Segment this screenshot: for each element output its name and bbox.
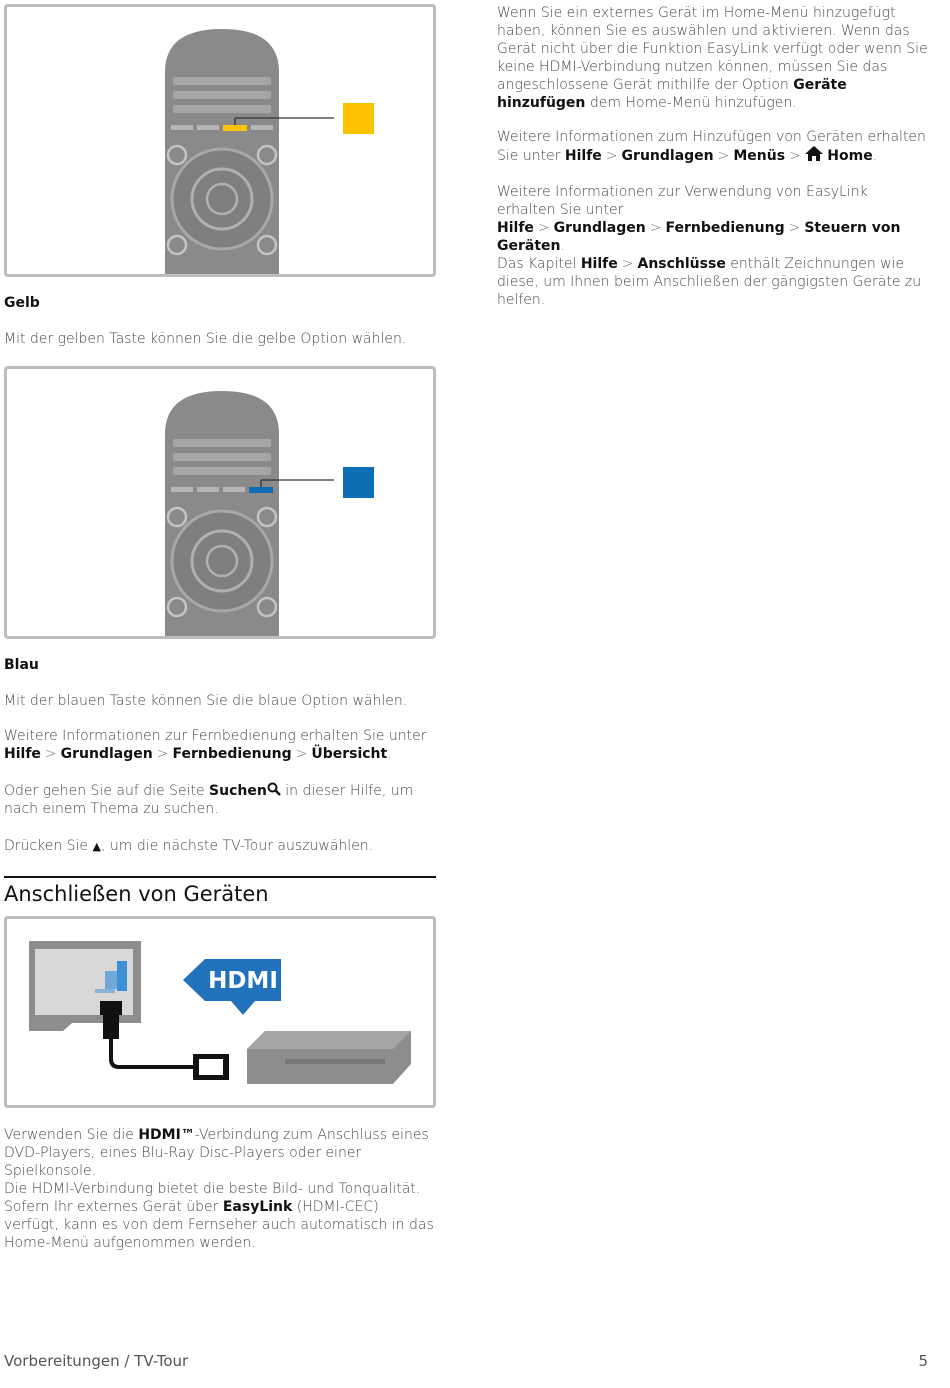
link-hilfe[interactable]: Hilfe [564, 148, 602, 164]
search-tail: in dieser Hilfe, um nach einem Thema zu suchen. [4, 783, 414, 817]
yellow-key [223, 125, 247, 131]
remote-blue-svg [7, 369, 436, 639]
hdmi-tm: HDMI™ [138, 1127, 195, 1143]
section-heading: Anschließen von Geräten [4, 876, 436, 907]
yellow-color-swatch [343, 103, 374, 134]
link-anschluesse[interactable]: Anschlüsse [637, 256, 726, 272]
right-paragraph-2: Weitere Informationen zum Hinzufügen von Geräten erhalten Sie unter Hilfe > Grundlagen > Menüs > Home. [497, 129, 926, 164]
blue-key [251, 125, 273, 130]
right-paragraph-4: Das Kapitel Hilfe > Anschlüsse enthält Zeichnungen wie diese, um Ihnen beim Anschließen der gängigsten Geräte zu helfen. [497, 256, 922, 308]
press-prefix: Drücken Sie [4, 838, 89, 854]
hdmi-label: HDMI [208, 968, 278, 994]
hdmi-paragraph-1 [4, 1126, 436, 1180]
right-p1-text: Wenn Sie ein externes Gerät im Home-Menü hinzugefügt haben, können Sie es auswählen und aktivieren. Wenn das Gerät nicht über die Funktion EasyLink verfügt oder wenn Sie keine HDMI-Verbindung nutzen können, müssen Sie das angeschlossene Gerät mithilfe der Option [497, 5, 928, 93]
right-paragraph-3: Weitere Informationen zur Verwendung von EasyLink erhalten Sie unter Hilfe > Grundlagen > Fernbedienung > Steuern von Geräten. [497, 184, 901, 254]
link-hilfe[interactable]: Hilfe [580, 256, 618, 272]
right-p4-tail: enthält Zeichnungen wie diese, um Ihnen beim Anschließen der gängigsten Geräte zu helfen. [497, 256, 922, 308]
hdmi-p1-tail: -Verbindung zum Anschluss eines DVD-Players, eines Blu-Ray Disc-Players oder einer Spielkonsole. [4, 1127, 429, 1179]
home-icon [805, 146, 823, 161]
link-grundlagen[interactable]: Grundlagen [60, 746, 153, 762]
search-paragraph [4, 782, 436, 818]
press-paragraph [4, 837, 436, 856]
link-fernbedienung[interactable]: Fernbedienung [665, 220, 785, 236]
blue-key [249, 487, 273, 493]
search-icon [267, 782, 281, 796]
red-key [171, 125, 193, 130]
link-hilfe[interactable]: Hilfe [497, 220, 534, 236]
press-tail: , um die nächste TV-Tour auszuwählen. [100, 838, 374, 854]
remote-yellow-svg [7, 7, 436, 277]
hdmi-illustration [4, 916, 436, 1108]
link-grundlagen[interactable]: Grundlagen [621, 148, 714, 164]
hdmi-paragraph-2 [4, 1180, 436, 1252]
gelb-text: Mit der gelben Taste können Sie die gelbe Option wählen. [4, 331, 407, 347]
link-grundlagen[interactable]: Grundlagen [553, 220, 646, 236]
link-hilfe[interactable]: Hilfe [4, 746, 41, 762]
link-menues[interactable]: Menüs [733, 148, 786, 164]
geraete-hinzufuegen[interactable]: Geräte hinzufügen [497, 77, 847, 111]
hdmi-svg [7, 919, 436, 1108]
link-fernbedienung[interactable]: Fernbedienung [172, 746, 292, 762]
hdmi-arrow-icon [183, 959, 205, 1001]
hdmi-p2-tail: (HDMI-CEC) verfügt, kann es von dem Fernseher auch automatisch in das Home-Menü aufgenommen werden. [4, 1199, 434, 1251]
right-p4-prefix: Das Kapitel [497, 256, 577, 272]
page-number: 5 [918, 1352, 928, 1370]
blau-text: Mit der blauen Taste können Sie die blaue Option wählen. [4, 693, 408, 709]
link-suchen[interactable]: Suchen [209, 783, 267, 799]
remote-blue-illustration [4, 366, 436, 639]
right-p2-prefix: Weitere Informationen zum Hinzufügen von Geräten erhalten Sie unter [497, 129, 926, 164]
gelb-title: Gelb [4, 295, 40, 311]
right-paragraph-1 [497, 4, 929, 112]
yellow-key [223, 487, 245, 492]
green-key [197, 487, 219, 492]
remote-info-paragraph: Weitere Informationen zur Fernbedienung erhalten Sie unter Hilfe > Grundlagen > Fernbedienung > Übersicht. [4, 728, 427, 762]
hdmi-p2-prefix: Die HDMI-Verbindung bietet die beste Bild- und Tonqualität. Sofern Ihr externes Gerät über [4, 1181, 421, 1215]
hdmi-p1-prefix: Verwenden Sie die [4, 1127, 134, 1143]
red-key [171, 487, 193, 492]
blue-color-swatch [343, 467, 374, 498]
up-arrow-icon: ▲ [92, 840, 101, 853]
search-prefix: Oder gehen Sie auf die Seite [4, 783, 205, 799]
footer-section: Vorbereitungen / TV-Tour [4, 1352, 189, 1370]
link-steuern-von-geraeten[interactable]: Steuern von Geräten [497, 220, 901, 254]
blau-title: Blau [4, 657, 39, 673]
green-key [197, 125, 219, 130]
right-p1-tail: dem Home-Menü hinzufügen. [589, 95, 797, 111]
easylink-bold: EasyLink [222, 1199, 293, 1215]
remote-info-prefix: Weitere Informationen zur Fernbedienung erhalten Sie unter [4, 728, 427, 744]
right-p3-prefix: Weitere Informationen zur Verwendung von EasyLink erhalten Sie unter [497, 184, 868, 218]
link-home[interactable]: Home [827, 148, 873, 164]
link-uebersicht[interactable]: Übersicht [311, 746, 388, 762]
remote-yellow-illustration [4, 4, 436, 277]
